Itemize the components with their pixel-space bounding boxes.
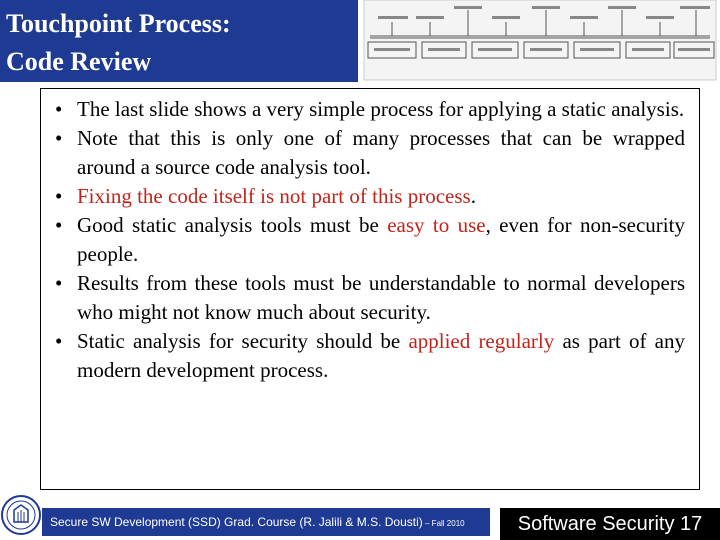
bullet-emphasis: easy to use [387, 213, 486, 237]
bullet-emphasis: Fixing the code itself is not part of this process [77, 184, 471, 208]
slide-title-line-1: Touchpoint Process: [6, 9, 231, 38]
bullet-icon: • [55, 329, 63, 353]
bullet-text-end: . [470, 184, 476, 208]
bullet-icon: • [55, 271, 63, 295]
footer-term: – Fall 2010 [422, 519, 465, 528]
bullet-text-end: as part of any modern development process. [77, 329, 685, 382]
slide-content [40, 88, 700, 490]
slide-title-line-2: Code Review [6, 47, 152, 76]
bullet-text: Good static analysis tools must be [77, 213, 388, 237]
bullet-text: Results from these tools must be understandable to normal developers who might not know much about security. [77, 271, 685, 324]
bullet-list [55, 95, 685, 385]
bullet-emphasis: applied regularly [408, 329, 555, 353]
bullet-icon: • [55, 184, 63, 208]
touchpoint-process-diagram [360, 0, 720, 82]
slide-title-box [0, 0, 358, 82]
university-logo-icon [0, 492, 42, 538]
page-label: Software Security 17 [500, 508, 720, 540]
bullet-item [55, 211, 685, 269]
bullet-item [55, 327, 685, 385]
bullet-icon: • [55, 126, 63, 150]
bullet-text-end: , even for non-security people. [77, 213, 685, 266]
bullet-item [55, 269, 685, 327]
bullet-text: The last slide shows a very simple process for applying a static analysis. [77, 97, 685, 121]
footer-course: Secure SW Development (SSD) Grad. Course (R. Jalili & M.S. Dousti) [50, 515, 423, 529]
bullet-item [55, 95, 685, 124]
footer-bar [42, 508, 490, 536]
bullet-text: Static analysis for security should be [77, 329, 409, 353]
bullet-text: Note that this is only one of many processes that can be wrapped around a source code analysis tool. [77, 126, 685, 179]
bullet-icon: • [55, 213, 63, 237]
bullet-item [55, 182, 685, 211]
bullet-icon: • [55, 97, 63, 121]
bullet-item [55, 124, 685, 182]
